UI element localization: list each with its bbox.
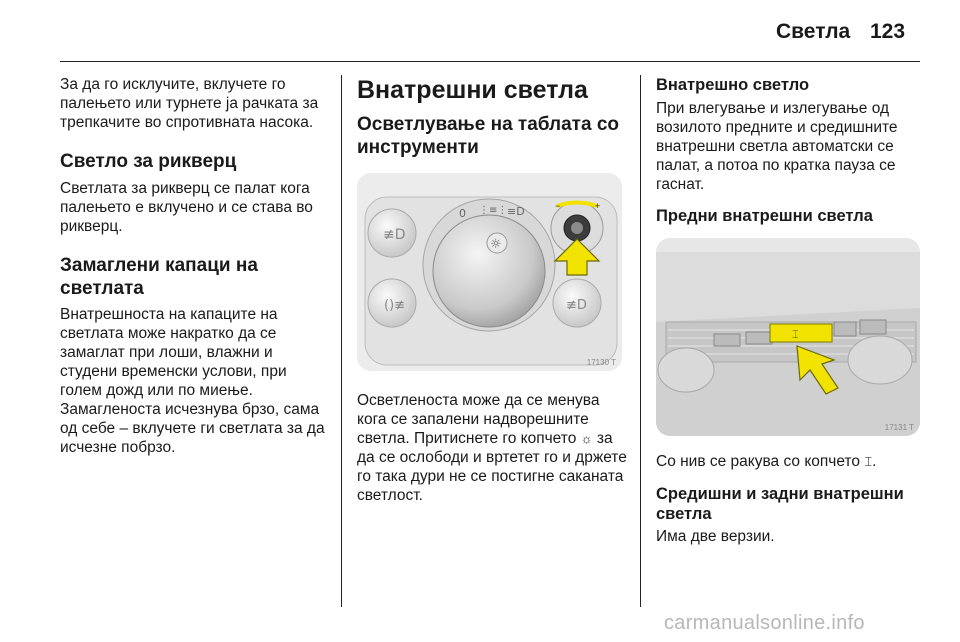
fogged-covers-heading: Замаглени капаци на светлата	[60, 255, 258, 299]
front-lamp-figure	[656, 238, 920, 436]
light-switch-illustration	[357, 173, 622, 371]
svg-text:≢D: ≢D	[566, 298, 587, 313]
instrument-panel-text	[357, 391, 627, 505]
page-header	[0, 0, 960, 60]
front-interior-heading: Предни внатрешни светла	[656, 207, 873, 225]
svg-text:0: 0	[459, 207, 466, 220]
svg-text:≡D: ≡D	[507, 205, 525, 218]
reverse-light-text: Светлата за рикверц се палат кога палењето е вклучено и се става во рикверц.	[60, 180, 313, 235]
header-rule	[60, 61, 920, 62]
svg-text:≢D: ≢D	[383, 227, 406, 243]
text-part: за да се ослободи и вртетет го и држете го така дури не се постигне саканата светлост.	[357, 430, 627, 504]
page-number: 123	[870, 20, 906, 43]
reverse-light-heading: Светло за рикверц	[60, 151, 237, 172]
fogged-covers-text: Внатрешноста на капаците на светлата може накратко да се замаглат при лоши, влажни и студени временски услови, при голем дожд или по миење. Замагленоста исчезнува брзо, сама од себе – вклучете ги светлата за да исчезне побрзо.	[60, 306, 325, 456]
text-part: Осветленоста може да се менува кога се запалени надворешните светла. Притиснете го копчето	[357, 392, 600, 447]
interior-lamp-icon: ⌶	[864, 454, 873, 469]
section-title: Внатрешни светла	[357, 76, 588, 104]
rear-interior-text: Има две верзии.	[656, 528, 775, 545]
interior-light-text: При влегување и излегување од возилото предните и средишните внатрешни светла автоматски се палат, а потоа по кратка пауза се гаснат.	[656, 100, 898, 193]
interior-light-heading: Внатрешно светло	[656, 76, 810, 94]
text-part: Со нив се ракува со копчето	[656, 453, 865, 470]
column-divider-1	[341, 75, 342, 607]
svg-text:()≢: ()≢	[384, 298, 406, 313]
svg-text:+: +	[595, 201, 601, 211]
watermark: carmanualsonline.info	[664, 612, 865, 634]
brightness-icon: ☼	[580, 431, 593, 446]
intro-paragraph: За да го исклучите, вклучете го палењето или турнете ја рачката за трепкачите во спротивната насока.	[60, 76, 319, 131]
header-title: Светла	[776, 20, 851, 43]
svg-text:−: −	[555, 201, 561, 211]
light-switch-figure	[357, 173, 622, 371]
front-lamp-illustration	[656, 238, 920, 436]
column-1	[60, 75, 330, 457]
text-part: .	[872, 453, 877, 470]
column-2	[357, 75, 627, 505]
instrument-panel-heading: Осветлување на таблата со инструменти	[357, 114, 620, 158]
svg-text:⌶: ⌶	[792, 329, 799, 341]
figure-code: 17131 T	[884, 423, 914, 432]
column-3	[656, 75, 922, 546]
column-divider-2	[640, 75, 641, 607]
figure-code: 17130 T	[586, 358, 616, 367]
svg-text:⋮≡⋮: ⋮≡⋮	[479, 205, 508, 216]
front-interior-text	[656, 452, 922, 471]
svg-text:☼: ☼	[490, 237, 502, 252]
rear-interior-heading: Средишни и задни внатрешни светла	[656, 485, 904, 523]
